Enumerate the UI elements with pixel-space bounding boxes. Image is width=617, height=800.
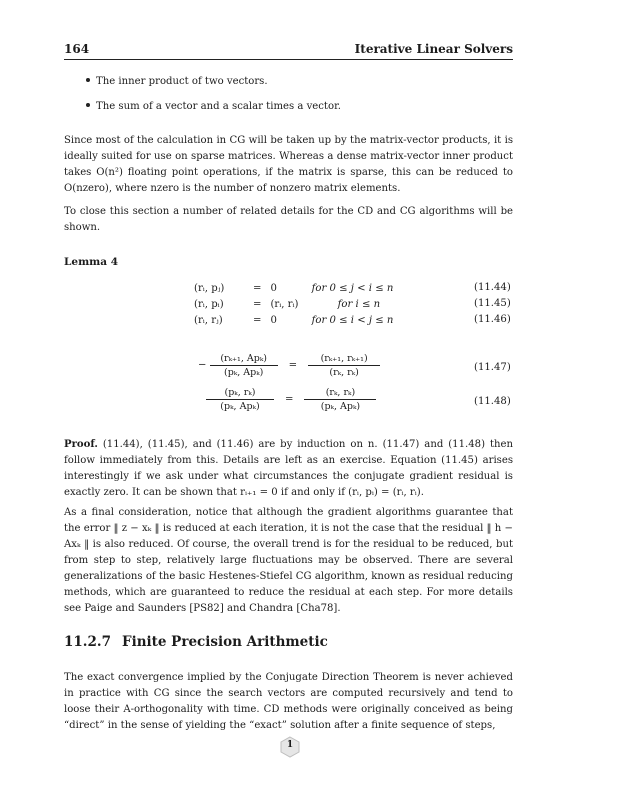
equation-number: (11.45) — [474, 298, 511, 309]
lemma-heading: Lemma 4 — [64, 256, 119, 268]
proof-label: Proof. — [64, 439, 98, 450]
bullet-item: The inner product of two vectors. — [86, 74, 268, 90]
equation-number: (11.46) — [474, 314, 511, 325]
paragraph-final-consideration: As a final consideration, notice that although the gradient algorithms guarantee that the error ‖ z − xₖ ‖ is reduced at each iteration, it is not the case that the residual ‖ h − Axₖ ‖ is also reduced. Of course, the overall trend is for the residual to be reduced, but from step to step, relatively large fluctuations may be observed. There are several generalizations of the basic Hestenes-Stiefel CG algorithm, known as residual reducing methods, which are guaranteed to reduce the residual at each step. For more details see Paige and Saunders [PS82] and Chandra [Cha78]. — [64, 507, 513, 614]
paragraph-close-section: To close this section a number of related details for the CD and CG algorithms will be shown. — [64, 206, 513, 233]
section-heading — [64, 634, 328, 650]
paragraph-finite-precision: The exact convergence implied by the Conjugate Direction Theorem is never achieved in practice with CG since the search vectors are computed recursively and tend to loose their A-orthogonality with time. CD methods were originally conceived as being “direct” in the sense of yielding the “exact” solution after a finite sequence of steps, — [64, 672, 513, 731]
bullet-dot-icon — [86, 103, 90, 107]
equation-11-48: $\frac{\text{(pₖ, rₖ)}}{\text{(pₖ, Apₖ)}}$ = $\frac{\text{(rₖ, rₖ)}}{\text{(pₖ, Apₖ)}}$ — [206, 386, 376, 413]
section-title: Finite Precision Arithmetic — [122, 634, 328, 650]
equation-number: (11.44) — [474, 282, 511, 293]
fraction: $\frac{\text{(rₖ₊₁, Apₖ)}}{\text{(pₖ, Apₖ)}}$ — [210, 352, 278, 379]
section-number: 11.2.7 — [64, 634, 111, 650]
page-marker: 1 — [279, 736, 301, 758]
equation-number: (11.48) — [474, 396, 511, 407]
proof-paragraph: Proof. (11.44), (11.45), and (11.46) are by induction on n. (11.47) and (11.48) then follow immediately from this. Details are left as an exercise. Equation (11.45) arises interestingly if we ask under what circumstances the conjugate gradient residual is exactly zero. It can be shown that rᵢ₊₁ = 0 if and only if (rᵢ, pᵢ) = (rᵢ, rᵢ). — [64, 439, 513, 498]
bullet-item: The sum of a vector and a scalar times a vector. — [86, 99, 341, 115]
bullet-dot-icon — [86, 78, 90, 82]
equation-11-44: (rᵢ, pⱼ) = 0 for 0 ≤ j < i ≤ n — [194, 283, 394, 294]
equation-11-45: (rᵢ, pᵢ) = (rᵢ, rᵢ) for i ≤ n — [194, 299, 381, 310]
paragraph-sparse: Since most of the calculation in CG will be taken up by the matrix-vector products, it is ideally suited for use on sparse matrices. Whereas a dense matrix-vector inner product takes O(n²) floating point operations, if the matrix is sparse, this can be reduced to O(nzero), where nzero is the number of nonzero matrix elements. — [64, 135, 513, 194]
chapter-title: Iterative Linear Solvers — [354, 42, 513, 56]
equation-11-46: (rᵢ, rⱼ) = 0 for 0 ≤ i < j ≤ n — [194, 315, 394, 326]
running-header — [64, 42, 513, 58]
equation-11-47: − $\frac{\text{(rₖ₊₁, Apₖ)}}{\text{(pₖ, Apₖ)}}$ = $\frac{\text{(rₖ₊₁, rₖ₊₁)}}{\text{(rₖ, rₖ)}}$ — [198, 352, 380, 379]
equation-number: (11.47) — [474, 362, 511, 373]
page-number: 164 — [64, 42, 90, 56]
fraction: $\frac{\text{(pₖ, rₖ)}}{\text{(pₖ, Apₖ)}}$ — [206, 386, 274, 413]
fraction: $\frac{\text{(rₖ, rₖ)}}{\text{(pₖ, Apₖ)}}$ — [304, 386, 376, 413]
header-rule — [64, 59, 513, 60]
fraction: $\frac{\text{(rₖ₊₁, rₖ₊₁)}}{\text{(rₖ, rₖ)}}$ — [308, 352, 380, 379]
